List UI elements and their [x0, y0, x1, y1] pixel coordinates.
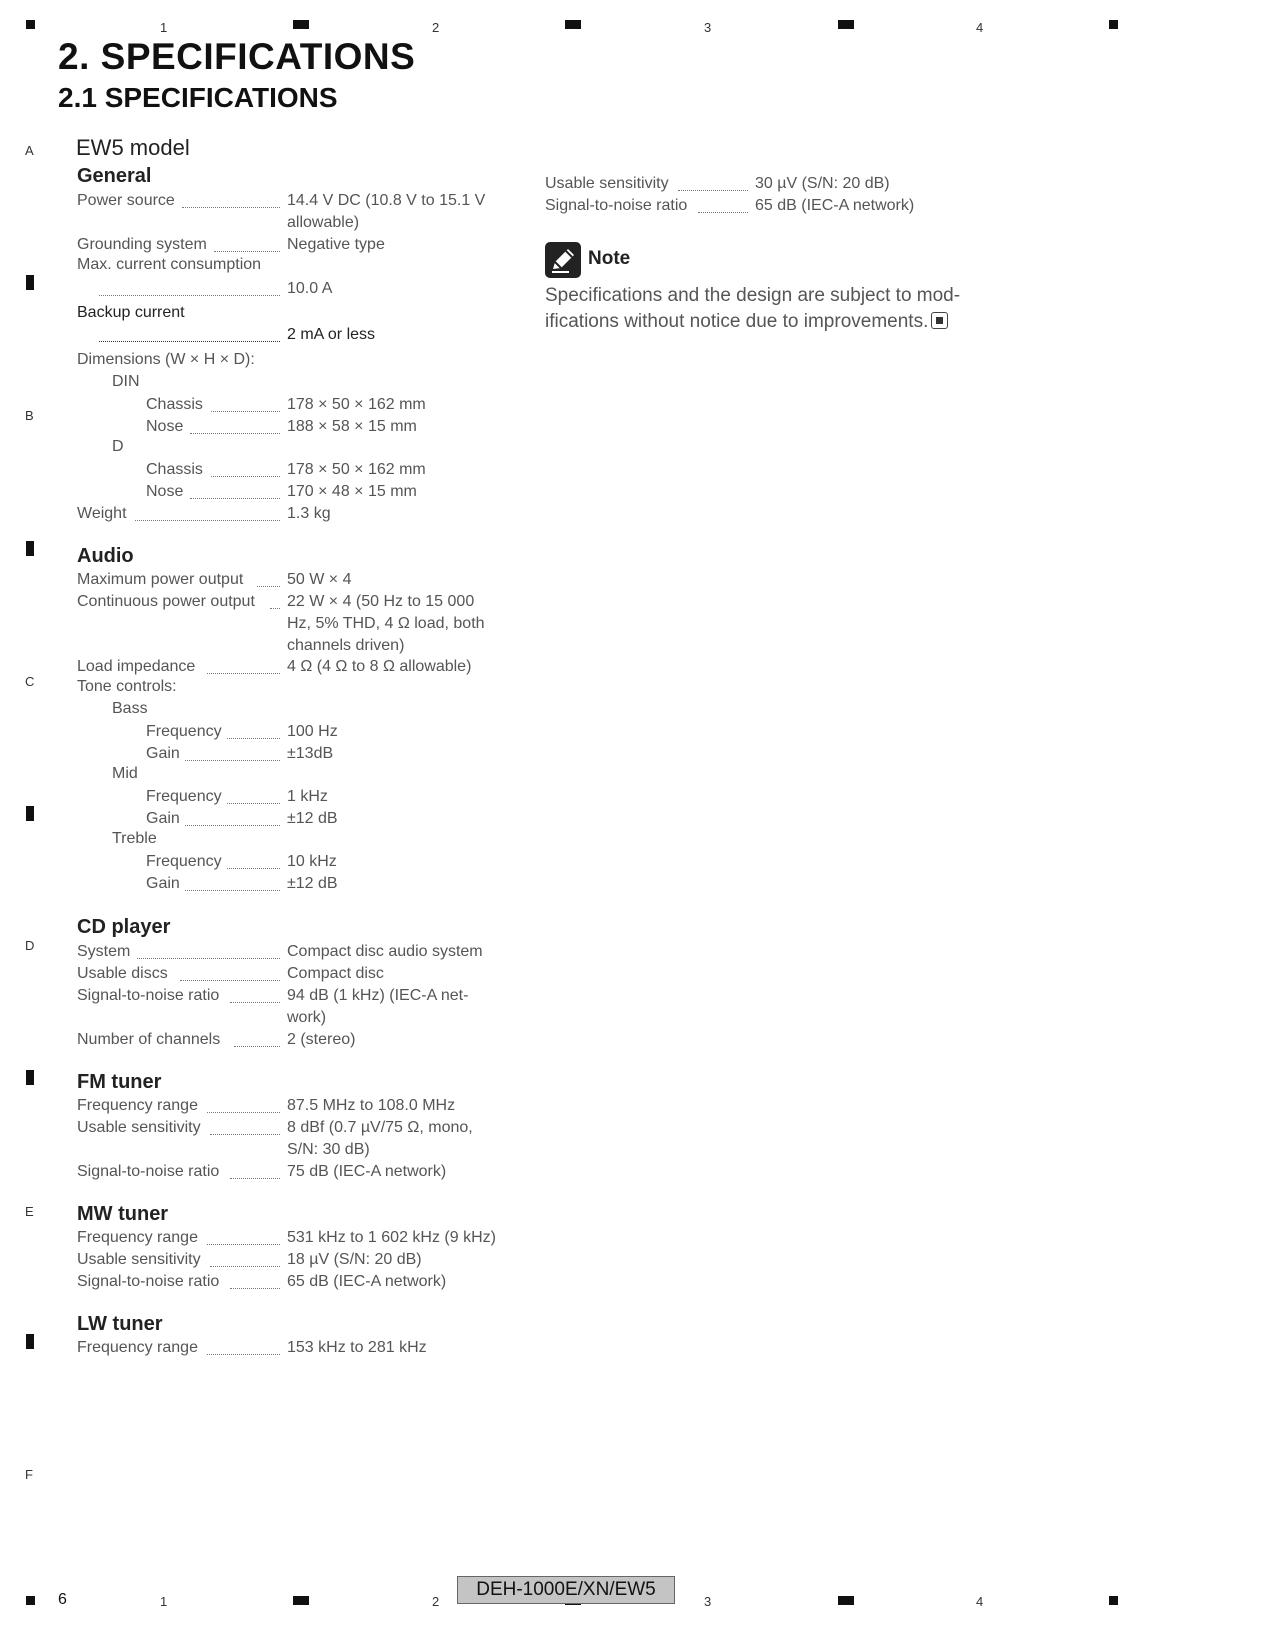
leader-dots — [227, 868, 280, 869]
row-letter: F — [25, 1467, 33, 1482]
spec-value: 2 mA or less — [287, 326, 376, 343]
spec-label: Mid — [112, 765, 138, 782]
spec-value: 10.0 A — [287, 280, 333, 297]
lw-heading: LW tuner — [77, 1313, 163, 1335]
row-letter: A — [25, 143, 34, 158]
spec-label: Maximum power output — [77, 571, 244, 588]
column-number: 3 — [704, 20, 712, 35]
spec-value: 75 dB (IEC-A network) — [287, 1163, 447, 1180]
spec-label: System — [77, 943, 131, 960]
fm-heading: FM tuner — [77, 1071, 162, 1093]
spec-label: Grounding system — [77, 236, 207, 253]
leader-dots — [234, 1046, 280, 1047]
spec-label: Signal-to-noise ratio — [77, 1273, 220, 1290]
spec-value: 87.5 MHz to 108.0 MHz — [287, 1097, 456, 1114]
spec-label: Max. current consumption — [77, 256, 262, 273]
spec-value: 8 dBf (0.7 µV/75 Ω, mono, S/N: 30 dB) — [287, 1119, 473, 1158]
spec-value: 170 × 48 × 15 mm — [287, 483, 417, 500]
spec-value: 18 µV (S/N: 20 dB) — [287, 1251, 422, 1268]
spec-value: 14.4 V DC (10.8 V to 15.1 V allowable) — [287, 192, 486, 231]
leader-dots — [190, 498, 280, 499]
frame-mark — [565, 20, 581, 29]
leader-dots — [207, 1112, 280, 1113]
leader-dots — [182, 207, 280, 208]
leader-dots — [207, 1244, 280, 1245]
spec-value: 94 dB (1 kHz) (IEC-A net- work) — [287, 987, 469, 1026]
spec-value: 2 (stereo) — [287, 1031, 356, 1048]
spec-value: 65 dB (IEC-A network) — [755, 197, 915, 214]
row-letter: C — [25, 674, 35, 689]
spec-label: Frequency range — [77, 1229, 198, 1246]
spec-value: 178 × 50 × 162 mm — [287, 461, 426, 478]
cd-heading: CD player — [77, 916, 171, 938]
note-body: Specifications and the design are subject to mod- ifications without notice due to improvements. — [545, 285, 961, 332]
spec-label: Usable sensitivity — [545, 175, 669, 192]
spec-label: Usable sensitivity — [77, 1251, 201, 1268]
spec-label: Signal-to-noise ratio — [545, 197, 688, 214]
frame-mark — [26, 1334, 34, 1349]
spec-label: Backup current — [77, 304, 185, 321]
spec-label: Frequency range — [77, 1097, 198, 1114]
spec-label: Gain — [146, 745, 180, 762]
frame-corner-mark — [26, 1596, 35, 1605]
leader-dots — [214, 251, 280, 252]
spec-label: Chassis — [146, 461, 203, 478]
frame-corner-mark — [1109, 1596, 1118, 1605]
leader-dots — [210, 1134, 280, 1135]
spec-value: 65 dB (IEC-A network) — [287, 1273, 447, 1290]
spec-value: 4 Ω (4 Ω to 8 Ω allowable) — [287, 658, 472, 675]
column-number: 3 — [704, 1594, 712, 1609]
mw-heading: MW tuner — [77, 1203, 169, 1225]
spec-label: Dimensions (W × H × D): — [77, 351, 255, 368]
model-code-box: DEH-1000E/XN/EW5 — [457, 1576, 675, 1604]
leader-dots — [185, 890, 280, 891]
spec-label: Frequency — [146, 723, 222, 740]
leader-dots — [185, 825, 280, 826]
spec-label: Weight — [77, 505, 127, 522]
row-letter: B — [25, 408, 34, 423]
column-number: 2 — [432, 1594, 440, 1609]
spec-value: 531 kHz to 1 602 kHz (9 kHz) — [287, 1229, 496, 1246]
frame-mark — [293, 20, 309, 29]
leader-dots — [135, 520, 280, 521]
leader-dots — [230, 1002, 280, 1003]
spec-value: Compact disc — [287, 965, 384, 982]
frame-mark — [838, 1596, 854, 1605]
spec-value: 10 kHz — [287, 853, 337, 870]
leader-dots — [207, 1354, 280, 1355]
column-number: 2 — [432, 20, 440, 35]
spec-value: 188 × 58 × 15 mm — [287, 418, 417, 435]
leader-dots — [185, 760, 280, 761]
spec-value: ±12 dB — [287, 810, 338, 827]
spec-label: DIN — [112, 373, 140, 390]
spec-value: Negative type — [287, 236, 385, 253]
row-letter: E — [25, 1204, 34, 1219]
leader-dots — [270, 608, 280, 609]
leader-dots — [227, 738, 280, 739]
leader-dots — [99, 295, 280, 296]
frame-mark — [838, 20, 854, 29]
spec-label: Load impedance — [77, 658, 196, 675]
end-of-section-icon — [931, 312, 948, 329]
section-title: 2.1 SPECIFICATIONS — [58, 82, 338, 113]
leader-dots — [211, 476, 280, 477]
spec-label: Continuous power output — [77, 593, 255, 610]
leader-dots — [207, 673, 280, 674]
column-number: 4 — [976, 1594, 984, 1609]
spec-label: Chassis — [146, 396, 203, 413]
spec-label: Treble — [112, 830, 157, 847]
general-heading: General — [77, 165, 152, 187]
pencil-icon — [545, 242, 581, 278]
column-number: 1 — [160, 1594, 168, 1609]
spec-label: Gain — [146, 810, 180, 827]
spec-label: Nose — [146, 418, 184, 435]
leader-dots — [698, 212, 748, 213]
spec-label: Usable discs — [77, 965, 168, 982]
column-number: 1 — [160, 20, 168, 35]
spec-value: ±12 dB — [287, 875, 338, 892]
spec-value: 178 × 50 × 162 mm — [287, 396, 426, 413]
spec-value: 50 W × 4 — [287, 571, 352, 588]
leader-dots — [230, 1288, 280, 1289]
spec-label: Nose — [146, 483, 184, 500]
spec-value: ±13dB — [287, 745, 334, 762]
leader-dots — [678, 190, 748, 191]
spec-label: Signal-to-noise ratio — [77, 987, 220, 1004]
spec-label: Tone controls: — [77, 678, 177, 695]
spec-value: 153 kHz to 281 kHz — [287, 1339, 427, 1356]
spec-label: Frequency — [146, 788, 222, 805]
leader-dots — [227, 803, 280, 804]
spec-label: Frequency — [146, 853, 222, 870]
leader-dots — [180, 980, 280, 981]
spec-label: Number of channels — [77, 1031, 221, 1048]
spec-value: 22 W × 4 (50 Hz to 15 000 Hz, 5% THD, 4 Ω load, both channels driven) — [287, 593, 485, 654]
spec-value: 100 Hz — [287, 723, 338, 740]
leader-dots — [210, 1266, 280, 1267]
leader-dots — [257, 586, 280, 587]
leader-dots — [137, 958, 280, 959]
spec-label: Usable sensitivity — [77, 1119, 201, 1136]
note-title: Note — [588, 248, 631, 269]
spec-value: 30 µV (S/N: 20 dB) — [755, 175, 890, 192]
leader-dots — [230, 1178, 280, 1179]
spec-label: Frequency range — [77, 1339, 198, 1356]
spec-value: 1 kHz — [287, 788, 328, 805]
frame-corner-mark — [26, 20, 35, 29]
note-text — [545, 283, 970, 335]
leader-dots — [190, 433, 280, 434]
frame-mark — [293, 1596, 309, 1605]
spec-label: D — [112, 438, 124, 455]
column-number: 4 — [976, 20, 984, 35]
frame-corner-mark — [1109, 20, 1118, 29]
spec-value: 1.3 kg — [287, 505, 331, 522]
page-number: 6 — [58, 1591, 67, 1608]
audio-heading: Audio — [77, 545, 134, 567]
leader-dots — [99, 341, 280, 342]
spec-value: Compact disc audio system — [287, 943, 483, 960]
frame-mark — [26, 541, 34, 556]
row-letter: D — [25, 938, 35, 953]
frame-mark — [26, 806, 34, 821]
frame-mark — [26, 1070, 34, 1085]
frame-mark — [26, 275, 34, 290]
spec-label: Bass — [112, 700, 148, 717]
model-heading: EW5 model — [76, 135, 190, 160]
leader-dots — [211, 411, 280, 412]
spec-label: Signal-to-noise ratio — [77, 1163, 220, 1180]
spec-label: Gain — [146, 875, 180, 892]
page-title: 2. SPECIFICATIONS — [58, 36, 416, 77]
spec-label: Power source — [77, 192, 175, 209]
